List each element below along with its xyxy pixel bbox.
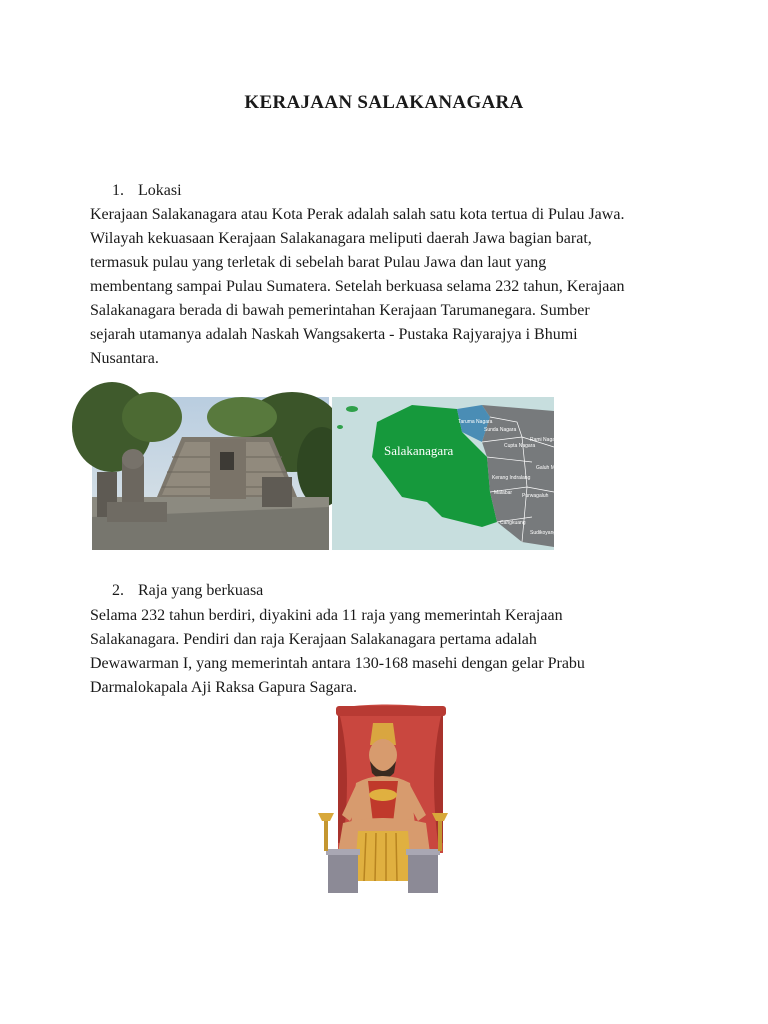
- map-region-label: Cupta Nagara: [504, 443, 536, 449]
- section-paragraph-raja: [90, 604, 700, 700]
- map-region-label: Rami Nagara: [530, 437, 560, 443]
- paragraph-line: Salakanagara. Pendiri dan raja Kerajaan Salakanagara pertama adalah: [90, 631, 537, 648]
- section-paragraph-lokasi: [90, 203, 700, 371]
- paragraph-line: sejarah utamanya adalah Naskah Wangsakerta - Pustaka Rajyarajya i Bhumi: [90, 326, 578, 343]
- map-region-label: Kerang Indralang: [492, 475, 531, 481]
- paragraph-line: Nusantara.: [90, 350, 159, 367]
- section-heading-lokasi: [112, 181, 182, 201]
- map-illustration: [332, 397, 565, 550]
- map-region-label: Cangkuang: [500, 520, 526, 526]
- paragraph-line: membentang sampai Pulau Sumatera. Setelah berkuasa selama 232 tahun, Kerajaan: [90, 278, 625, 295]
- paragraph-line: Darmalokapala Aji Raksa Gapura Sagara.: [90, 679, 358, 696]
- map-region-label: Malabar: [494, 490, 513, 496]
- paragraph-line: Selama 232 tahun berdiri, diyakini ada 11 raja yang memerintah Kerajaan: [90, 607, 563, 624]
- section-heading-raja: [112, 581, 263, 601]
- paragraph-line: Kerajaan Salakanagara atau Kota Perak adalah salah satu kota tertua di Pulau Jawa.: [90, 206, 625, 223]
- map-region-label: Galuh Mandi: [536, 465, 565, 471]
- temple-photo: [92, 397, 329, 550]
- map-region-label: Sudikoyang: [530, 530, 557, 536]
- king-illustration: [308, 703, 458, 898]
- list-number: 1.: [112, 182, 124, 199]
- section-heading-label: Lokasi: [138, 182, 182, 199]
- list-number: 2.: [112, 582, 124, 599]
- paragraph-line: Wilayah kekuasaan Kerajaan Salakanagara meliputi daerah Jawa bagian barat,: [90, 230, 592, 247]
- map-region-label: Sunda Nagara: [484, 427, 517, 433]
- king-figure: [308, 703, 458, 898]
- temple-illustration: [92, 397, 329, 550]
- map-region-label: Taruma Nagara: [458, 419, 493, 425]
- map-region-label: Purwagaluh: [522, 493, 549, 499]
- map-main-label: Salakanagara: [384, 443, 454, 458]
- page-title: KERAJAAN SALAKANAGARA: [244, 92, 524, 113]
- paragraph-line: Dewawarman I, yang memerintah antara 130-168 masehi dengan gelar Prabu: [90, 655, 585, 672]
- section-heading-label: Raja yang berkuasa: [138, 582, 264, 599]
- map-image: [332, 397, 565, 550]
- paragraph-line: termasuk pulau yang terletak di sebelah barat Pulau Jawa dan laut yang: [90, 254, 547, 271]
- paragraph-line: Salakanagara berada di bawah pemerintahan Kerajaan Tarumanegara. Sumber: [90, 302, 590, 319]
